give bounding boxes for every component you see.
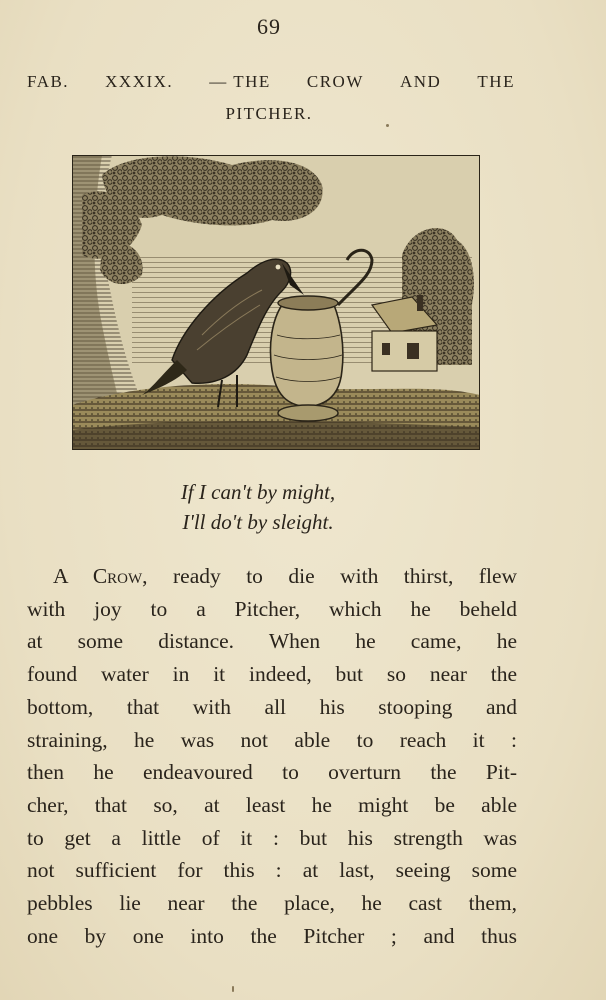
paper-speck (386, 124, 389, 127)
page-number: 69 (257, 14, 281, 39)
crow-and-pitcher-woodcut-icon (72, 155, 480, 450)
title-word: FAB. (27, 72, 70, 91)
body-line: then he endeavoured to overturn the Pit- (27, 760, 517, 785)
fable-body-text (27, 560, 517, 952)
body-line: found water in it indeed, but so near the (27, 662, 517, 687)
title-word: CROW (306, 72, 364, 91)
fable-title-line-2: PITCHER. (225, 104, 313, 123)
crow-smallcaps: Crow (92, 564, 143, 588)
body-line: bottom, that with all his stooping and (27, 694, 517, 719)
body-line: straining, he was not able to reach it : (27, 727, 517, 752)
body-line: pebbles lie near the place, he cast them, (27, 891, 517, 916)
body-line: to get a little of it : but his strength was (27, 825, 517, 850)
paper-speck (232, 986, 234, 992)
body-line: one by one into the Pitcher ; and thus (27, 923, 517, 948)
body-line: with joy to a Pitcher, which he beheld (27, 596, 517, 621)
title-word: THE (477, 72, 515, 91)
body-line (27, 560, 517, 593)
drop-initial: A (53, 564, 68, 588)
motto-line-1: If I can't by might, (180, 480, 336, 504)
body-line: at some distance. When he came, he (27, 629, 517, 654)
title-word: — THE (209, 72, 271, 91)
title-word: AND (399, 72, 442, 91)
fable-title-line-1 (27, 72, 515, 92)
title-word: XXXIX. (105, 72, 174, 91)
body-line-rest: , ready to die with thirst, flew (142, 564, 517, 588)
body-line: cher, that so, at least he might be able (27, 792, 517, 817)
motto-line-2: I'll do't by sleight. (182, 510, 334, 534)
body-line: not sufficient for this : at last, seeing some (27, 858, 517, 883)
